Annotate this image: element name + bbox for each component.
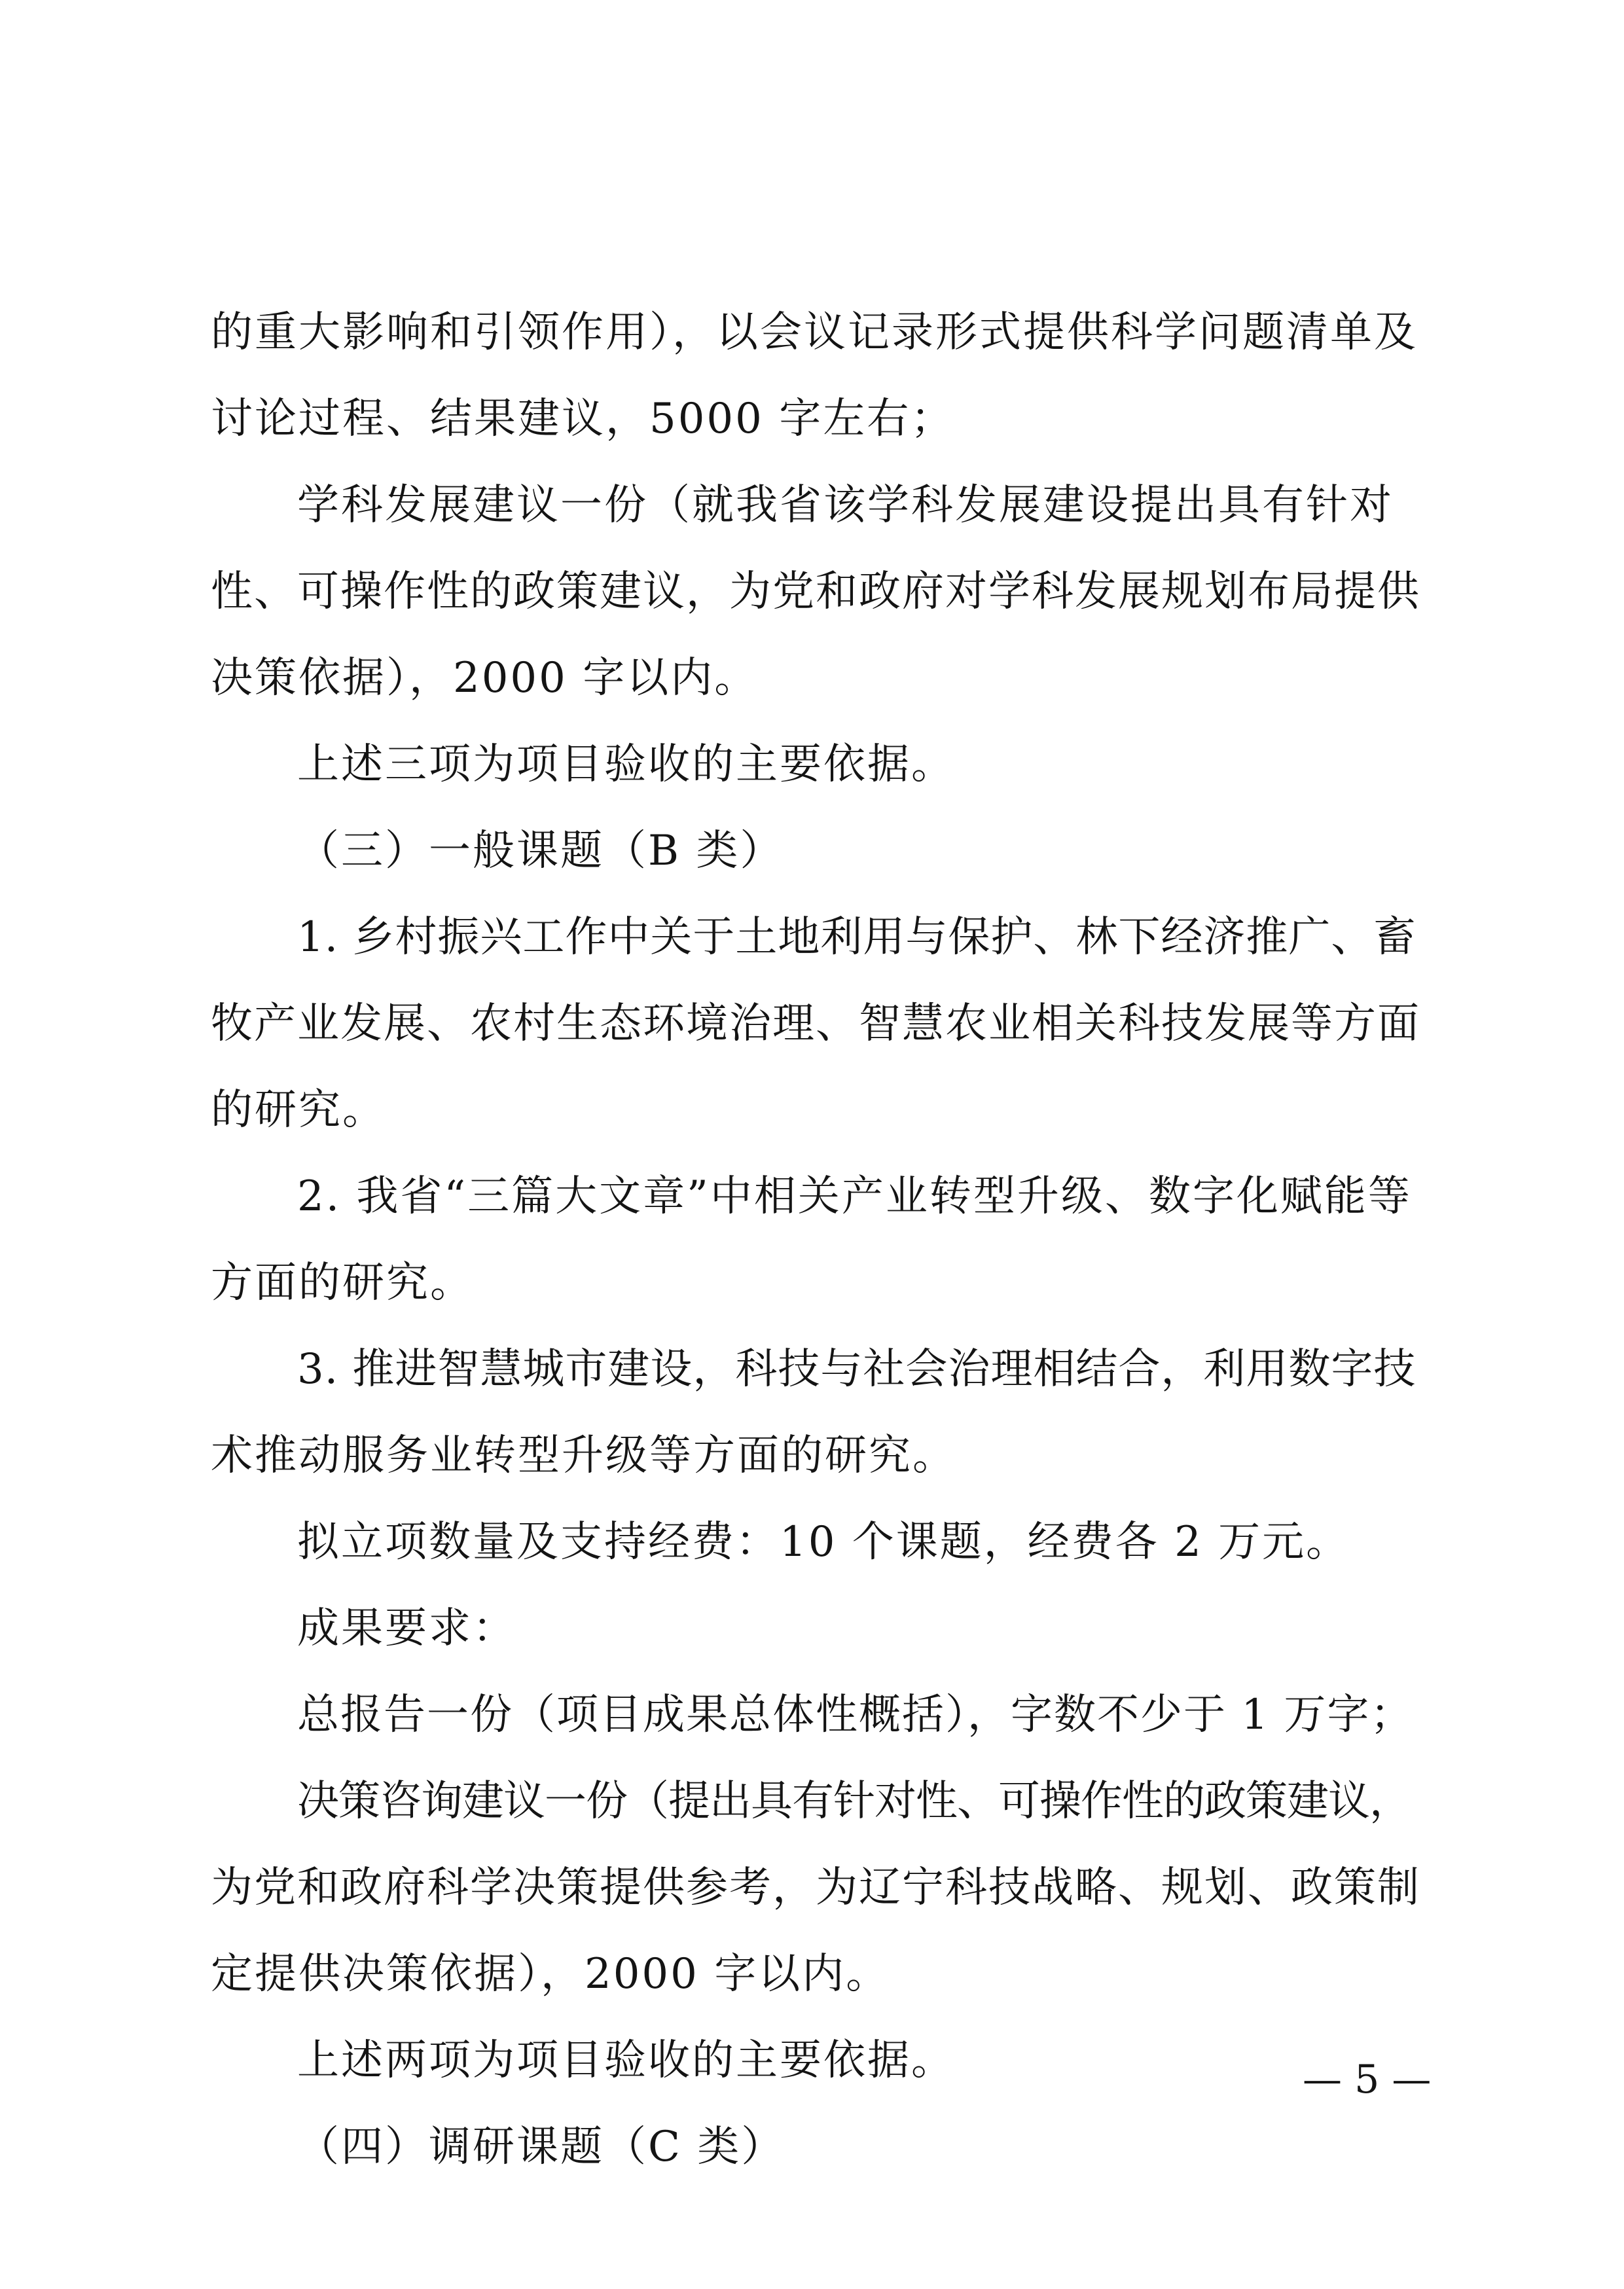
text-line: 2. 我省“三篇大文章”中相关产业转型升级、数字化赋能等 <box>297 1172 1412 1221</box>
text-line: 总报告一份（项目成果总体性概括），字数不少于 1 万字； <box>297 1691 1414 1739</box>
text-line: 成果要求： <box>297 1604 516 1653</box>
text-line: 的重大影响和引领作用），以会议记录形式提供科学问题清单及 <box>211 308 1418 357</box>
text-line: 决策依据），2000 字以内。 <box>211 654 759 702</box>
text-line: 决策咨询建议一份（提出具有针对性、可操作性的政策建议， <box>297 1777 1411 1826</box>
section-heading: （四）调研课题（C 类） <box>297 2123 785 2171</box>
text-line: 牧产业发展、农村生态环境治理、智慧农业相关科技发展等方面 <box>211 1000 1420 1048</box>
page-number: — 5 — <box>1303 2057 1432 2102</box>
text-line: 性、可操作性的政策建议，为党和政府对学科发展规划布局提供 <box>211 568 1420 616</box>
text-line: 上述三项为项目验收的主要依据。 <box>297 740 955 789</box>
text-line: 定提供决策依据），2000 字以内。 <box>211 1950 890 1998</box>
text-line: 术推动服务业转型升级等方面的研究。 <box>211 1432 956 1480</box>
text-line: 上述两项为项目验收的主要依据。 <box>297 2036 955 2085</box>
body-text <box>211 289 1420 2190</box>
text-line: 讨论过程、结果建议，5000 字左右； <box>211 395 955 443</box>
text-line: 学科发展建议一份（就我省该学科发展建设提出具有针对 <box>297 481 1394 530</box>
section-heading: （三）一般课题（B 类） <box>297 827 784 875</box>
text-line: 1. 乡村振兴工作中关于土地利用与保护、林下经济推广、畜 <box>297 913 1416 962</box>
text-line: 为党和政府科学决策提供参考，为辽宁科技战略、规划、政策制 <box>211 1864 1420 1912</box>
text-line: 3. 推进智慧城市建设，科技与社会治理相结合，利用数字技 <box>297 1345 1416 1394</box>
text-line: 的研究。 <box>211 1086 386 1134</box>
text-line: 拟立项数量及支持经费：10 个课题，经费各 2 万元。 <box>297 1518 1350 1566</box>
text-line: 方面的研究。 <box>211 1259 474 1307</box>
